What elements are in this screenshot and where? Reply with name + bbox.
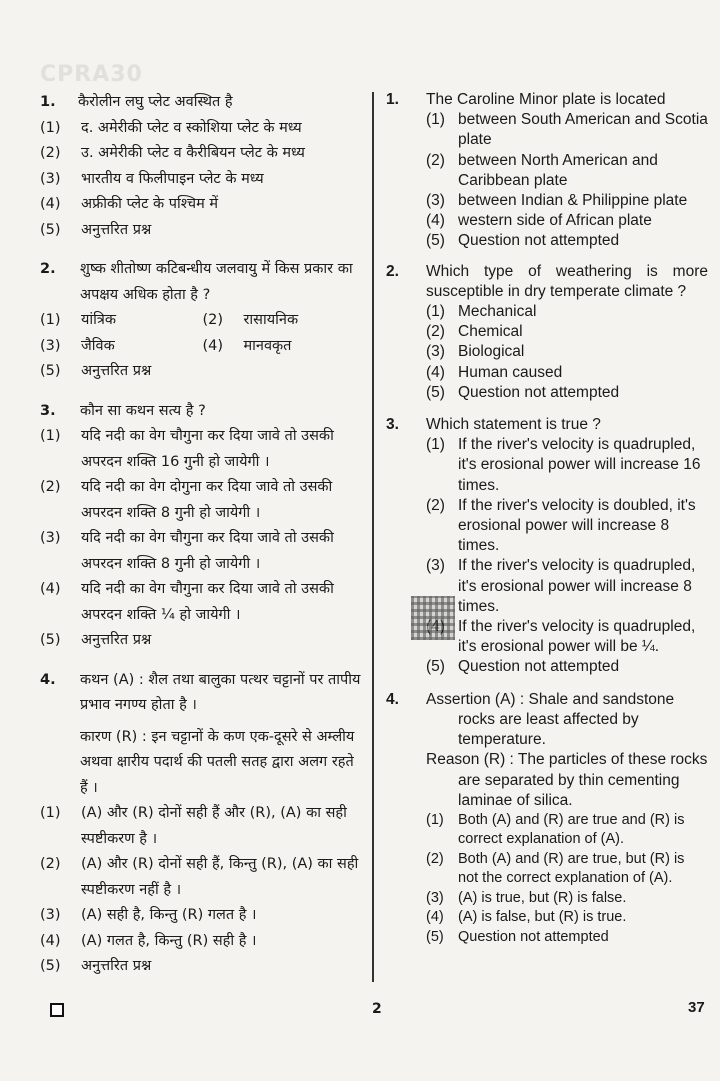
hindi-column <box>40 90 365 980</box>
option <box>426 617 708 657</box>
option-number: (5) <box>40 958 61 974</box>
question-number: 3. <box>386 416 399 434</box>
option-number: (1) <box>426 111 445 129</box>
reason-text: Reason (R) : The particles of these rocks are separated by thin cementing laminae of silica. <box>426 751 708 809</box>
option <box>40 141 365 167</box>
option-text: between North American and Caribbean plate <box>458 151 658 189</box>
qr-code-icon <box>411 596 455 640</box>
option <box>40 424 365 475</box>
option-text: Question not attempted <box>458 928 609 945</box>
option <box>40 852 365 903</box>
option-number: (2) <box>40 856 61 872</box>
option <box>40 192 365 218</box>
option-text: यदि नदी का वेग चौगुना कर दिया जावे तो उसकी अपरदन शक्ति ¼ हो जायेगी । <box>81 581 334 623</box>
option <box>40 218 365 244</box>
option-number: (2) <box>202 312 224 328</box>
option-number: (4) <box>40 196 61 212</box>
option-text: If the river's velocity is quadrupled, it's erosional power will increase 16 times. <box>458 436 701 494</box>
option-number: (4) <box>426 363 445 381</box>
assertion-text: Assertion (A) : Shale and sandstone rocks are least affected by temperature. <box>426 690 675 749</box>
option-text: If the river's velocity is quadrupled, it's erosional power will be ¼. <box>458 618 696 656</box>
hindi-question-2 <box>40 257 365 385</box>
option <box>203 308 366 334</box>
option-text: रासायनिक <box>243 312 299 328</box>
option-text: Mechanical <box>458 303 537 321</box>
option <box>426 211 708 231</box>
option-text: उ. अमेरीकी प्लेट व कैरीबियन प्लेट के मध्य <box>81 145 305 161</box>
option-number: (2) <box>40 145 61 161</box>
option-number: (3) <box>40 170 61 187</box>
option <box>40 577 365 628</box>
english-question-1 <box>386 90 708 252</box>
option-number: (5) <box>40 632 61 648</box>
option <box>40 526 365 577</box>
option-text: भारतीय व फिलीपाइन प्लेट के मध्य <box>81 170 264 187</box>
option-text: (A) और (R) दोनों सही हैं, किन्तु (R), (A) का सही स्पष्टीकरण नहीं है । <box>81 856 359 898</box>
option <box>40 628 365 654</box>
option-number: (3) <box>426 192 445 210</box>
english-question-4 <box>386 690 708 948</box>
option-text: (A) is false, but (R) is true. <box>458 909 627 926</box>
option <box>426 342 708 362</box>
question-stem: The Caroline Minor plate is located <box>426 91 666 108</box>
option-number: (5) <box>40 363 61 379</box>
hindi-question-1 <box>40 90 365 243</box>
option <box>426 191 708 211</box>
option-number: (5) <box>40 221 61 238</box>
option-text: जैविक <box>81 337 115 354</box>
option-text: If the river's velocity is doubled, it's erosional power will increase 8 times. <box>458 496 696 555</box>
question-stem: कैरोलीन लघु प्लेट अवस्थित है <box>78 94 233 110</box>
option-number: (3) <box>40 907 61 923</box>
option <box>40 334 203 360</box>
option <box>426 908 708 928</box>
english-question-2 <box>386 262 708 403</box>
question-number: 3. <box>40 402 56 419</box>
question-number: 2. <box>386 262 399 280</box>
question-stem: शुष्क शीतोष्ण कटिबन्धीय जलवायु में किस प्रकार का अपक्षय अधिक होता है ? <box>80 261 353 303</box>
option <box>426 496 708 557</box>
option-number: (5) <box>426 658 445 676</box>
page-number-center: 2 <box>372 1001 382 1017</box>
option <box>40 308 203 334</box>
option-text: (A) और (R) दोनों सही हैं और (R), (A) का सही स्पष्टीकरण है । <box>81 805 347 847</box>
option-text: (A) is true, but (R) is false. <box>458 889 627 906</box>
option-number: (4) <box>40 932 61 949</box>
option-number: (1) <box>40 805 61 821</box>
assertion-text: कथन (A) : शैल तथा बालुका पत्थर चट्टानों पर तापीय प्रभाव नगण्य होता है । <box>80 671 361 713</box>
option-number: (5) <box>426 232 445 250</box>
option-number: (5) <box>426 383 445 401</box>
option-text: यदि नदी का वेग चौगुना कर दिया जावे तो उसकी अपरदन शक्ति 16 गुनी हो जायेगी । <box>81 428 334 470</box>
option <box>426 151 708 191</box>
question-number: 4. <box>386 690 399 708</box>
option <box>426 556 708 617</box>
option <box>426 302 708 322</box>
option-text: Question not attempted <box>458 383 620 401</box>
option-number: (2) <box>426 151 445 169</box>
option-number: (1) <box>426 303 445 321</box>
option <box>203 334 366 360</box>
option-text: मानवकृत <box>243 337 292 354</box>
option-text: Both (A) and (R) are true and (R) is correct explanation of (A). <box>458 811 685 848</box>
option-number: (1) <box>40 428 61 444</box>
option-text: Both (A) and (R) are true, but (R) is not the correct explanation of (A). <box>458 850 685 887</box>
option-number: (3) <box>426 889 444 906</box>
option <box>426 928 708 948</box>
option <box>426 889 708 909</box>
column-divider <box>372 92 374 982</box>
option-text: अनुत्तरित प्रश्न <box>81 632 152 648</box>
option-text: यांत्रिक <box>81 312 117 328</box>
option-text: Human caused <box>458 363 563 381</box>
option-text: between Indian & Philippine plate <box>458 192 688 210</box>
option <box>426 363 708 383</box>
option-number: (3) <box>426 557 445 575</box>
option-text: (A) सही है, किन्तु (R) गलत है । <box>81 907 257 923</box>
question-stem: Which type of weathering is more susceptible in dry temperate climate ? <box>426 262 708 300</box>
question-stem: Which statement is true ? <box>426 416 601 434</box>
option-text: अनुत्तरित प्रश्न <box>81 221 152 238</box>
option <box>426 811 708 850</box>
option <box>40 475 365 526</box>
option <box>40 167 365 193</box>
question-number: 4. <box>40 671 56 688</box>
option-text: Question not attempted <box>458 232 620 250</box>
option-text: Question not attempted <box>458 658 620 676</box>
option-text: द. अमेरीकी प्लेट व स्कोशिया प्लेट के मध्य <box>81 119 302 136</box>
english-column <box>386 90 708 947</box>
option <box>426 322 708 342</box>
option <box>426 657 708 677</box>
option-number: (1) <box>426 811 444 828</box>
option-number: (2) <box>426 323 445 341</box>
option <box>40 929 365 955</box>
option-text: यदि नदी का वेग दोगुना कर दिया जावे तो उसकी अपरदन शक्ति 8 गुनी हो जायेगी । <box>81 479 333 521</box>
option-number: (3) <box>40 337 61 354</box>
option-number: (3) <box>426 343 445 361</box>
question-number: 1. <box>40 94 56 110</box>
option-number: (1) <box>40 312 61 328</box>
reason-text: कारण (R) : इन चट्टानों के कण एक-दूसरे से अम्लीय अथवा क्षारीय पदार्थ की पतली सतह द्वारा अलग रहते हैं । <box>80 728 355 796</box>
option-number: (4) <box>202 337 224 354</box>
question-number: 2. <box>40 261 56 277</box>
option-text: between South American and Scotia plate <box>458 111 708 149</box>
option <box>426 231 708 251</box>
option-number: (4) <box>426 212 445 230</box>
option-text: (A) गलत है, किन्तु (R) सही है । <box>81 932 257 949</box>
option <box>426 383 708 403</box>
option-text: western side of African plate <box>458 212 652 230</box>
option-text: If the river's velocity is quadrupled, it's erosional power will increase 8 times. <box>458 557 696 615</box>
option-number: (4) <box>426 909 444 926</box>
option <box>426 850 708 889</box>
option-text: Chemical <box>458 323 523 341</box>
option-text: Biological <box>458 343 525 361</box>
question-stem: कौन सा कथन सत्य है ? <box>80 402 206 419</box>
option-text: अनुत्तरित प्रश्न <box>81 958 152 974</box>
watermark-text: CPRA30 <box>40 62 143 87</box>
option-number: (2) <box>40 479 61 495</box>
option-number: (1) <box>426 436 445 454</box>
page-number-right: 37 <box>688 999 705 1016</box>
option <box>426 110 708 150</box>
option <box>40 359 365 385</box>
option-number: (2) <box>426 496 445 514</box>
option-number: (3) <box>40 530 61 546</box>
square-marker-icon <box>50 1003 64 1017</box>
option-text: यदि नदी का वेग चौगुना कर दिया जावे तो उसकी अपरदन शक्ति 8 गुनी हो जायेगी । <box>81 530 334 572</box>
option-number: (4) <box>40 581 61 597</box>
option <box>40 801 365 852</box>
option-number: (1) <box>40 119 61 136</box>
option-text: अफ्रीकी प्लेट के पश्चिम में <box>81 196 219 212</box>
question-number: 1. <box>386 91 399 108</box>
hindi-question-4 <box>40 668 365 980</box>
hindi-question-3 <box>40 399 365 654</box>
option <box>426 435 708 496</box>
option-number: (2) <box>426 850 444 867</box>
option <box>40 116 365 142</box>
option <box>40 903 365 929</box>
option-text: अनुत्तरित प्रश्न <box>81 363 152 379</box>
option <box>40 954 365 980</box>
option-number: (5) <box>426 928 444 945</box>
